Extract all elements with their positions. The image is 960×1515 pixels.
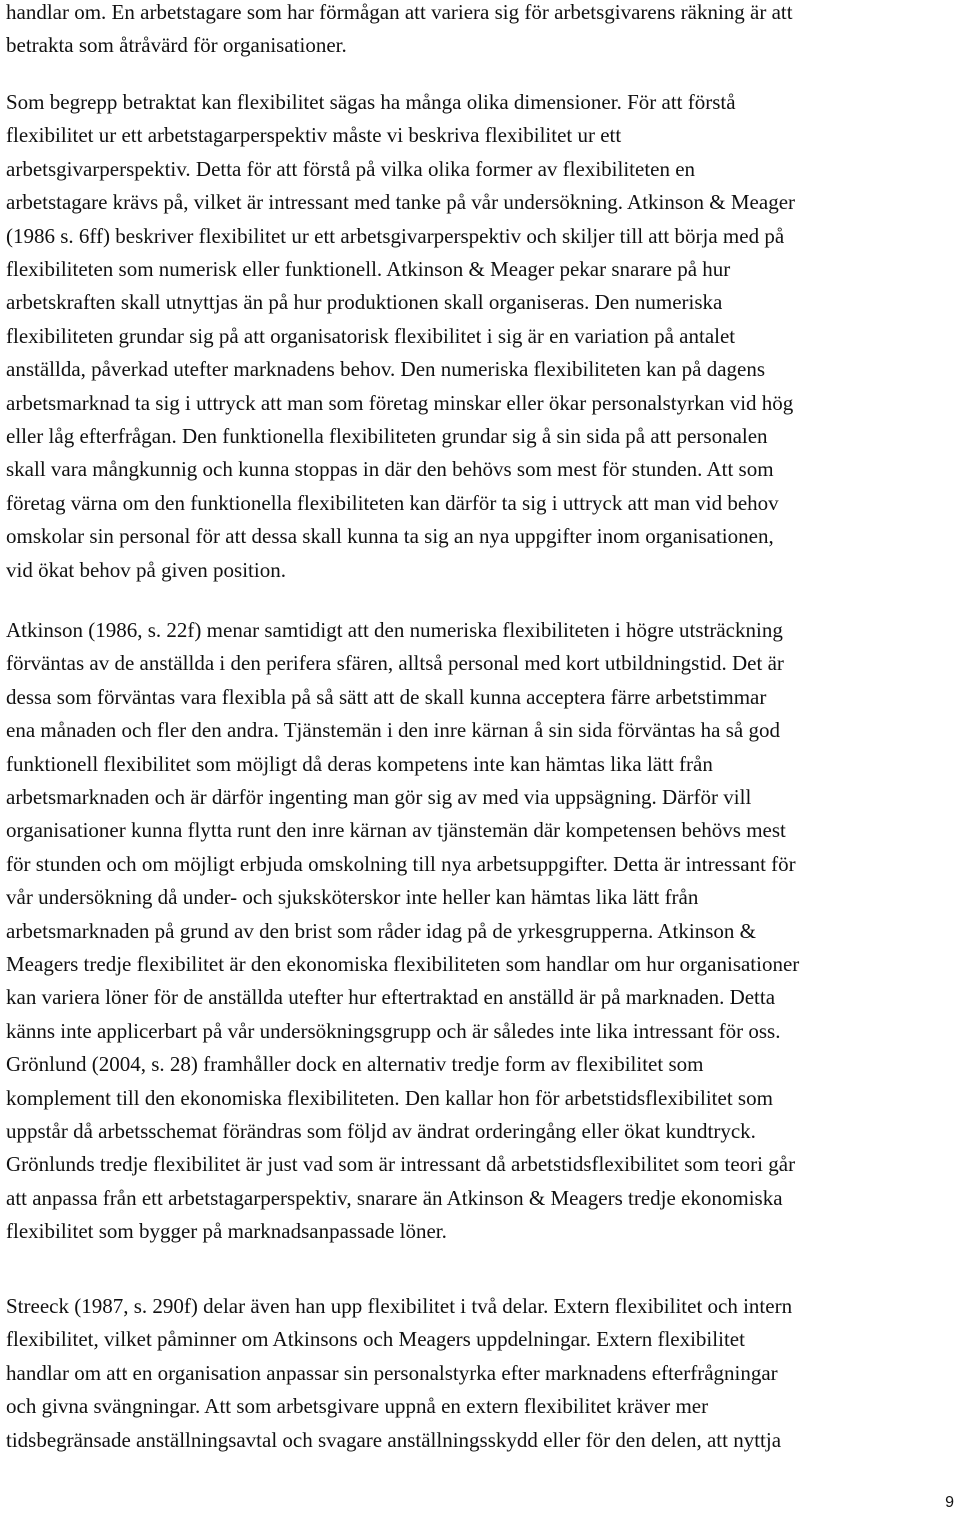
text-line: handlar om att en organisation anpassar sin personalstyrka efter marknadens efterfrågningar	[6, 1360, 778, 1385]
text-line: arbetsgivarperspektiv. Detta för att förstå på vilka olika former av flexibiliteten en	[6, 156, 696, 181]
text-line: kan variera löner för de anställda utefter hur eftertraktad en anställd är på marknaden. Detta	[6, 985, 776, 1010]
text-line: flexibilitet som bygger på marknadsanpassade löner.	[6, 1219, 447, 1244]
text-line: (1986 s. 6ff) beskriver flexibilitet ur ett arbetsgivarperspektiv och skiljer till att börja med på	[6, 223, 785, 248]
text-line: Meagers tredje flexibilitet är den ekonomiska flexibiliteten som handlar om hur organisationer	[6, 952, 800, 976]
text-line: förväntas av de anställda i den perifera sfären, alltså personal med kort utbildningstid. Det är	[6, 651, 784, 676]
text-line: Grönlunds tredje flexibilitet är just vad som är intressant då arbetstidsflexibilitet som teori går	[6, 1152, 796, 1177]
text-line: skall vara mångkunnig och kunna stoppas in där den behövs som mest för stunden. Att som	[6, 457, 774, 482]
text-line: eller låg efterfrågan. Den funktionella flexibiliteten grundar sig å sin sida på att personalen	[6, 424, 768, 448]
text-line: flexibilitet, vilket påminner om Atkinsons och Meagers uppdelningar. Extern flexibilitet	[6, 1327, 745, 1352]
text-line: vår undersökning då under- och sjuksköterskor inte heller kan hämtas lika lätt från	[6, 885, 699, 910]
text-line: uppstår då arbetsschemat förändras som följd av ändrat orderingång eller ökat kundtryck.	[6, 1119, 756, 1143]
text-line: vid ökat behov på given position.	[6, 557, 286, 582]
text-line: komplement till den ekonomiska flexibiliteten. Den kallar hon för arbetstidsflexibilitet som	[6, 1085, 773, 1110]
text-line: arbetstagare krävs på, vilket är intressant med tanke på vår undersökning. Atkinson & Meager	[6, 190, 796, 215]
text-line: organisationer kunna flytta runt den inre kärnan av tjänstemän där kompetensen behövs mest	[6, 818, 786, 843]
text-line: anställda, påverkad utefter marknadens behov. Den numeriska flexibiliteten kan på dagens	[6, 357, 766, 382]
text-line: handlar om. En arbetstagare som har förmågan att variera sig för arbetsgivarens räkning är att	[6, 0, 793, 24]
text-line: betrakta som åtråvärd för organisationer.	[6, 33, 347, 58]
text-line: Streeck (1987, s. 290f) delar även han upp flexibilitet i två delar. Extern flexibilitet och intern	[6, 1294, 793, 1318]
text-line: för stunden och om möjligt erbjuda omskolning till nya arbetsuppgifter. Detta är intressant för	[6, 851, 796, 876]
text-line: ena månaden och fler den andra. Tjänstemän i den inre kärnan å sin sida förväntas ha så god	[6, 718, 780, 743]
text-line: arbetsmarknaden och är därför ingenting man gör sig av med via uppsägning. Därför vill	[6, 785, 752, 809]
text-line: och givna svängningar. Att som arbetsgivare uppnå en extern flexibilitet kräver mer	[6, 1394, 709, 1419]
text-line: Atkinson (1986, s. 22f) menar samtidigt att den numeriska flexibiliteten i högre utsträckning	[6, 618, 783, 642]
page-number: 9	[945, 1494, 954, 1511]
text-line: arbetsmarknaden på grund av den brist som råder idag på de yrkesgrupperna. Atkinson &	[6, 918, 756, 943]
text-line: tidsbegränsade anställningsavtal och svagare anställningsskydd eller för den delen, att nyttja	[6, 1427, 782, 1452]
text-line: arbetskraften skall utnyttjas än på hur produktionen skall organiseras. Den numeriska	[6, 290, 723, 315]
text-line: flexibiliteten som numerisk eller funktionell. Atkinson & Meager pekar snarare på hur	[6, 257, 731, 281]
text-line: känns inte applicerbart på vår undersökningsgrupp och är således inte lika intressant för oss.	[6, 1018, 781, 1043]
text-line: företag värna om den funktionella flexibiliteten kan därför ta sig i uttryck att man vid behov	[6, 490, 779, 515]
text-line: omskolar sin personal för att dessa skall kunna ta sig an nya uppgifter inom organisationen,	[6, 524, 774, 549]
text-line: dessa som förväntas vara flexibla på så sätt att de skall kunna acceptera färre arbetstimmar	[6, 684, 767, 709]
text-line: att anpassa från ett arbetstagarperspektiv, snarare än Atkinson & Meagers tredje ekonomiska	[6, 1185, 783, 1210]
text-line: Grönlund (2004, s. 28) framhåller dock en alternativ tredje form av flexibilitet som	[6, 1052, 704, 1077]
text-line: funktionell flexibilitet som möjligt då deras kompetens inte kan hämtas lika lätt från	[6, 751, 713, 776]
text-line: flexibilitet ur ett arbetstagarperspektiv måste vi beskriva flexibilitet ur ett	[6, 123, 622, 148]
text-line: flexibiliteten grundar sig på att organisatorisk flexibilitet i sig är en variation på antalet	[6, 323, 736, 348]
text-line: Som begrepp betraktat kan flexibilitet sägas ha många olika dimensioner. För att förstå	[6, 90, 736, 114]
text-line: arbetsmarknad ta sig i uttryck att man som företag minskar eller ökar personalstyrkan vid hög	[6, 390, 794, 415]
